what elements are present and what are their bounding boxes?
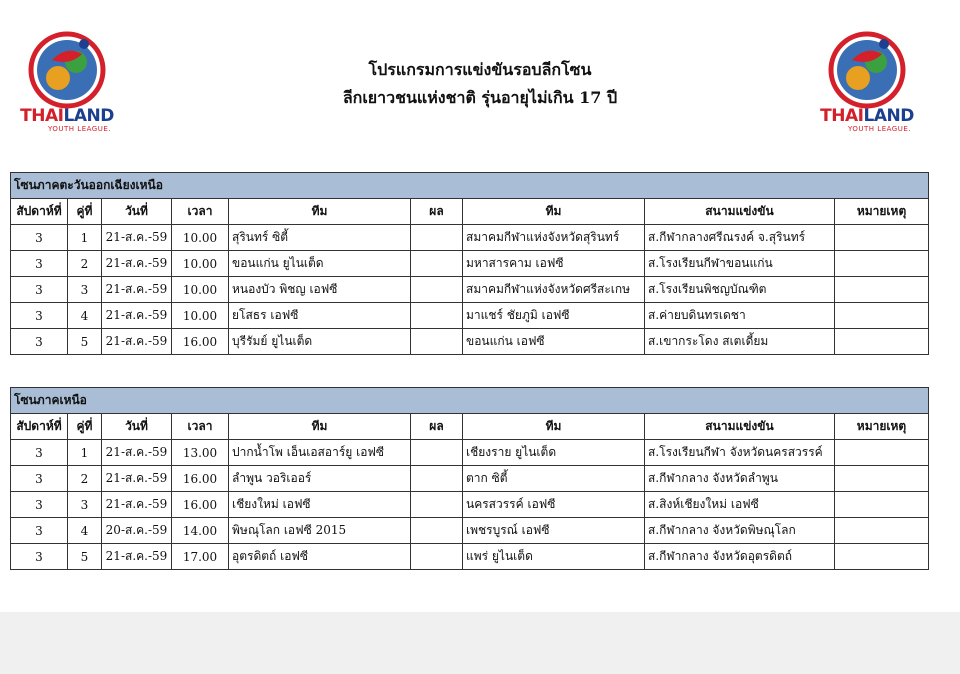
cell-pair: 2: [68, 466, 102, 492]
zone-header-row: [11, 173, 929, 199]
cell-venue: ส.กีฬากลาง จังหวัดอุตรดิตถ์: [645, 544, 835, 570]
cell-venue: ส.กีฬากลางศรีณรงค์ จ.สุรินทร์: [645, 225, 835, 251]
cell-result: [411, 492, 463, 518]
cell-date: 21-ส.ค.-59: [102, 303, 172, 329]
cell-time: 10.00: [172, 251, 229, 277]
cell-note: [835, 251, 929, 277]
cell-result: [411, 518, 463, 544]
cell-week: 3: [11, 251, 68, 277]
zone-name: โซนภาคตะวันออกเฉียงเหนือ: [11, 173, 929, 199]
column-header: วันที่: [102, 199, 172, 225]
cell-home: ลำพูน วอริเออร์: [229, 466, 411, 492]
cell-result: [411, 544, 463, 570]
cell-away: แพร่ ยูไนเต็ด: [463, 544, 645, 570]
thailand-youth-league-logo-right: [812, 30, 922, 133]
table-row: [11, 251, 929, 277]
cell-note: [835, 544, 929, 570]
column-header: ทีม: [229, 414, 411, 440]
cell-venue: ส.โรงเรียนกีฬาขอนแก่น: [645, 251, 835, 277]
cell-pair: 1: [68, 225, 102, 251]
cell-time: 14.00: [172, 518, 229, 544]
cell-week: 3: [11, 329, 68, 355]
cell-note: [835, 225, 929, 251]
column-header: ผล: [411, 199, 463, 225]
table-row: [11, 466, 929, 492]
cell-result: [411, 251, 463, 277]
cell-week: 3: [11, 303, 68, 329]
zone-header-row: [11, 388, 929, 414]
cell-result: [411, 277, 463, 303]
page-title: [300, 56, 660, 112]
column-header-row: [11, 414, 929, 440]
cell-pair: 4: [68, 303, 102, 329]
cell-pair: 5: [68, 329, 102, 355]
logo-subtitle: YOUTH LEAGUE.: [48, 125, 111, 133]
cell-note: [835, 440, 929, 466]
cell-week: 3: [11, 225, 68, 251]
cell-home: ปากน้ำโพ เอ็นเอสอาร์ยู เอฟซี: [229, 440, 411, 466]
table-row: [11, 277, 929, 303]
cell-result: [411, 466, 463, 492]
table-row: [11, 303, 929, 329]
zone-name: โซนภาคเหนือ: [11, 388, 929, 414]
column-header: คู่ที่: [68, 199, 102, 225]
column-header: เวลา: [172, 199, 229, 225]
table-row: [11, 544, 929, 570]
cell-time: 10.00: [172, 225, 229, 251]
cell-time: 16.00: [172, 466, 229, 492]
column-header: สัปดาห์ที่: [11, 199, 68, 225]
column-header: เวลา: [172, 414, 229, 440]
cell-away: ขอนแก่น เอฟซี: [463, 329, 645, 355]
cell-venue: ส.สิงห์เชียงใหม่ เอฟซี: [645, 492, 835, 518]
cell-note: [835, 329, 929, 355]
column-header-row: [11, 199, 929, 225]
cell-away: เพชรบูรณ์ เอฟซี: [463, 518, 645, 544]
column-header: สนามแข่งขัน: [645, 414, 835, 440]
league-emblem-icon: [812, 30, 922, 110]
title-line-1: โปรแกรมการแข่งขันรอบลีกโซน: [368, 60, 592, 79]
cell-result: [411, 329, 463, 355]
column-header: คู่ที่: [68, 414, 102, 440]
cell-home: อุตรดิตถ์ เอฟซี: [229, 544, 411, 570]
cell-time: 10.00: [172, 303, 229, 329]
zone-table-north: [10, 387, 929, 570]
cell-venue: ส.โรงเรียนกีฬา จังหวัดนครสวรรค์: [645, 440, 835, 466]
cell-week: 3: [11, 544, 68, 570]
table-row: [11, 440, 929, 466]
cell-result: [411, 303, 463, 329]
cell-venue: ส.เขากระโดง สเตเดี้ยม: [645, 329, 835, 355]
title-line-2: ลีกเยาวชนแห่งชาติ รุ่นอายุไม่เกิน 17 ปี: [342, 88, 618, 107]
column-header: สนามแข่งขัน: [645, 199, 835, 225]
logo-subtitle: YOUTH LEAGUE.: [848, 125, 911, 133]
cell-date: 20-ส.ค.-59: [102, 518, 172, 544]
table-row: [11, 329, 929, 355]
cell-home: สุรินทร์ ซิตี้: [229, 225, 411, 251]
logo-wordmark: THAILAND: [20, 106, 114, 126]
cell-time: 10.00: [172, 277, 229, 303]
logo-wordmark: THAILAND: [820, 106, 914, 126]
cell-week: 3: [11, 518, 68, 544]
cell-pair: 5: [68, 544, 102, 570]
cell-date: 21-ส.ค.-59: [102, 251, 172, 277]
cell-date: 21-ส.ค.-59: [102, 440, 172, 466]
table-row: [11, 492, 929, 518]
cell-away: นครสวรรค์ เอฟซี: [463, 492, 645, 518]
cell-time: 16.00: [172, 329, 229, 355]
table-row: [11, 518, 929, 544]
cell-pair: 1: [68, 440, 102, 466]
cell-week: 3: [11, 492, 68, 518]
cell-home: พิษณุโลก เอฟซี 2015: [229, 518, 411, 544]
cell-date: 21-ส.ค.-59: [102, 466, 172, 492]
cell-pair: 3: [68, 277, 102, 303]
cell-away: สมาคมกีฬาแห่งจังหวัดสุรินทร์: [463, 225, 645, 251]
column-header: ผล: [411, 414, 463, 440]
column-header: สัปดาห์ที่: [11, 414, 68, 440]
cell-venue: ส.โรงเรียนพิชญบัณฑิต: [645, 277, 835, 303]
cell-note: [835, 492, 929, 518]
cell-home: ยโสธร เอฟซี: [229, 303, 411, 329]
cell-week: 3: [11, 440, 68, 466]
cell-venue: ส.กีฬากลาง จังหวัดพิษณุโลก: [645, 518, 835, 544]
cell-pair: 3: [68, 492, 102, 518]
cell-away: สมาคมกีฬาแห่งจังหวัดศรีสะเกษ: [463, 277, 645, 303]
cell-venue: ส.กีฬากลาง จังหวัดลำพูน: [645, 466, 835, 492]
page-margin: [0, 612, 960, 674]
cell-date: 21-ส.ค.-59: [102, 329, 172, 355]
cell-home: เชียงใหม่ เอฟซี: [229, 492, 411, 518]
column-header: ทีม: [229, 199, 411, 225]
cell-date: 21-ส.ค.-59: [102, 544, 172, 570]
cell-date: 21-ส.ค.-59: [102, 277, 172, 303]
column-header: หมายเหตุ: [835, 414, 929, 440]
cell-date: 21-ส.ค.-59: [102, 492, 172, 518]
cell-home: ขอนแก่น ยูไนเต็ด: [229, 251, 411, 277]
cell-pair: 2: [68, 251, 102, 277]
column-header: ทีม: [463, 199, 645, 225]
league-emblem-icon: [12, 30, 122, 110]
cell-time: 17.00: [172, 544, 229, 570]
cell-result: [411, 440, 463, 466]
zone-table-northeast: [10, 172, 929, 355]
table-row: [11, 225, 929, 251]
thailand-youth-league-logo-left: [12, 30, 122, 133]
cell-note: [835, 466, 929, 492]
cell-time: 16.00: [172, 492, 229, 518]
cell-home: บุรีรัมย์ ยูไนเต็ด: [229, 329, 411, 355]
cell-result: [411, 225, 463, 251]
cell-note: [835, 303, 929, 329]
cell-date: 21-ส.ค.-59: [102, 225, 172, 251]
cell-home: หนองบัว พิชญ เอฟซี: [229, 277, 411, 303]
cell-away: เชียงราย ยูไนเต็ด: [463, 440, 645, 466]
cell-note: [835, 518, 929, 544]
cell-note: [835, 277, 929, 303]
cell-time: 13.00: [172, 440, 229, 466]
cell-away: มหาสารคาม เอฟซี: [463, 251, 645, 277]
column-header: หมายเหตุ: [835, 199, 929, 225]
cell-venue: ส.ค่ายบดินทรเดชา: [645, 303, 835, 329]
cell-week: 3: [11, 466, 68, 492]
cell-away: ตาก ซิตี้: [463, 466, 645, 492]
cell-away: มาแชร์ ชัยภูมิ เอฟซี: [463, 303, 645, 329]
column-header: วันที่: [102, 414, 172, 440]
column-header: ทีม: [463, 414, 645, 440]
cell-week: 3: [11, 277, 68, 303]
cell-pair: 4: [68, 518, 102, 544]
